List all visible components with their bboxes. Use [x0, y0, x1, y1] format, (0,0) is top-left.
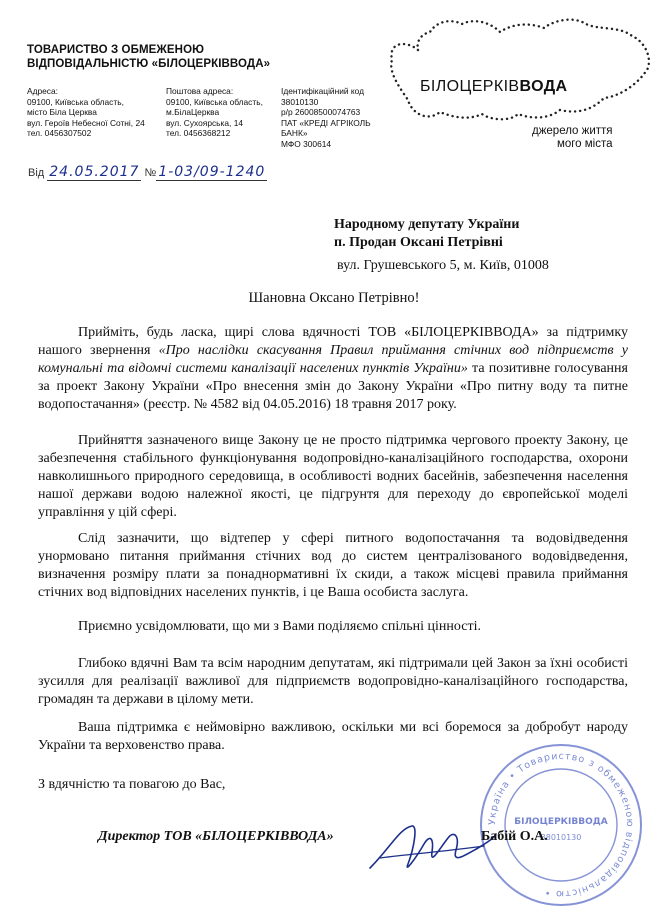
closing-line: З вдячністю та повагою до Вас, — [38, 777, 226, 792]
greeting: Шановна Оксано Петрівно! — [248, 290, 420, 306]
paragraph-1-start: Прийміть, будь ласка, щирі слова вдячності ТОВ «БІЛОЦЕРКІВВОДА» за підтримку нашого звернення — [38, 325, 628, 358]
paragraph-5: Глибоко вдячні Вам та всім народним депутатам, які підтримали цей Закон за їхні особисті зусилля для реалізації важливої для підприємств водопровідно-каналізаційного господарства, громадян та держави в цілому мети. — [38, 656, 628, 707]
company-name — [27, 43, 270, 71]
bank-details: Ідентифікаційний код 38010130 р/р 26008500074763 ПАТ «КРЕДІ АГРІКОЛЬ БАНК» МФО 300614 — [281, 86, 371, 149]
paragraph-3: Слід зазначити, що відтепер у сфері питного водопостачання та водовідведення унормовано питання приймання стічних вод до систем централізованого водовідведення, визначення розміру плати за понаднормативні їх скиди, а також місцеві правила приймання стічних вод відповідних населених пунктів, і це Ваша особиста заслуга. — [38, 531, 628, 600]
legal-address: Адреса: 09100, Київська область, місто Біла Церква вул. Героїв Небесної Сотні, 24 тел. 0456307502 — [27, 86, 145, 139]
stamp-code: 38010130 — [540, 833, 582, 842]
slogan-line1: джерело життя — [532, 125, 613, 137]
paragraph-6: Ваша підтримка є неймовірно важливою, оскільки ми всі боремося за добробут народу України та верховенство права. — [38, 720, 628, 753]
paragraph-1-italic: «Про наслідки скасування Правил приймання стічних вод підприємств у комунальні та відомчі системи каналізації населених пунктів України» — [38, 343, 628, 376]
brand-bold: ВОДА — [519, 78, 568, 95]
addressee-street: вул. Грушевського 5, м. Київ, 01008 — [337, 258, 549, 273]
paragraph-1 — [38, 324, 628, 414]
addressee-block — [334, 216, 519, 252]
registration-date: 24.05.2017 — [49, 164, 140, 180]
paragraph-1-end: та позитивне голосування за проект Закону України «Про внесення змін до Закону України «Про питну воду та питне водопостачання» (реєстр. № 4582 від 04.05.2016) 18 травня 2017 року. — [38, 361, 628, 412]
postal-address: Поштова адреса: 09100, Київська область, м.БілаЦерква вул. Сухоярська, 14 тел. 0456368212 — [166, 86, 263, 139]
brand-plain: БІЛОЦЕРКІВ — [420, 78, 520, 95]
handwritten-signature-icon — [360, 808, 500, 888]
logo-map-outline-icon — [378, 10, 658, 128]
registration-number: 1-03/09-1240 — [158, 164, 266, 180]
paragraph-2: Прийняття зазначеного вище Закону це не просто підтримка чергового проекту Закону, це забезпечення стабільного функціонування водопровідно-каналізаційного господарства, охорони навколишнього природного середовища, в особливості водних басейнів, забезпечення населення нашої держави водою належної якості, це підгрунтя для переходу до європейської моделі управління у цій сфері. — [38, 433, 628, 520]
company-name-line1: ТОВАРИСТВО З ОБМЕЖЕНОЮ — [27, 44, 205, 56]
addressee-line1: Народному депутату України — [334, 217, 520, 232]
signatory-title: Директор ТОВ «БІЛОЦЕРКІВВОДА» — [98, 829, 334, 844]
stamp-center-text: БІЛОЦЕРКІВВОДА — [514, 817, 608, 827]
stamp-ring-text: Україна • Товариство з обмеженою відповідальністю • — [486, 750, 636, 900]
addressee-line2: п. Продан Оксані Петрівні — [334, 235, 503, 250]
paragraph-4: Приємно усвідомлювати, що ми з Вами поділяємо спільні цінності. — [78, 619, 481, 634]
registration-line — [28, 164, 267, 181]
from-label: Від — [28, 167, 45, 179]
company-stamp-icon — [476, 740, 646, 910]
slogan-line2: мого міста — [556, 138, 613, 150]
brand-logotype — [420, 78, 567, 96]
number-label: № — [144, 167, 157, 179]
signatory-name: Бабій О.А. — [481, 829, 548, 844]
slogan — [532, 125, 613, 151]
company-name-line2: ВІДПОВІДАЛЬНІСТЮ «БІЛОЦЕРКІВВОДА» — [27, 58, 271, 70]
